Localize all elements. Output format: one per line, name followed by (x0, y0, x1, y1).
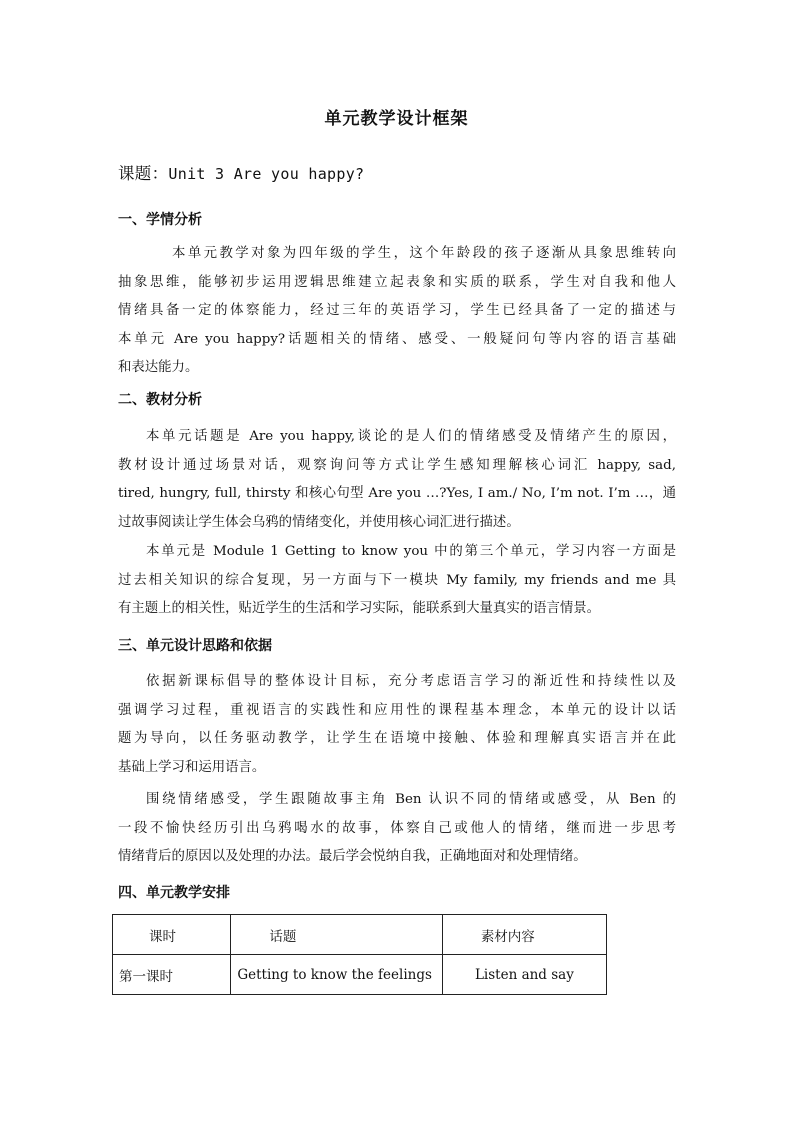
textbook-analysis-paragraph-2 (118, 538, 676, 624)
subject-value: Unit 3 Are you happy? (168, 165, 365, 183)
paragraph-line: 一段不愉快经历引出乌鸦喝水的故事，体察自己或他人的情绪，继而进一步思考 (118, 820, 676, 836)
table-cell: Listen and say (442, 955, 606, 995)
table-cell: 第一课时 (113, 955, 231, 995)
document-title: 单元教学设计框架 (324, 109, 469, 129)
learner-analysis-paragraph (118, 240, 676, 383)
textbook-analysis-paragraph-1 (118, 423, 676, 537)
table-header-row (113, 915, 607, 955)
paragraph-line: 本单元是 Module 1 Getting to know you 中的第三个单元，学习内容一方面是 (146, 544, 676, 559)
subject-line (118, 160, 364, 184)
table-header-cell: 素材内容 (442, 915, 606, 955)
teaching-plan-table (112, 914, 607, 995)
paragraph-line: 有主题上的相关性，贴近学生的生活和学习实际，能联系到大量真实的语言情景。 (118, 601, 601, 617)
paragraph-line: 题为导向，以任务驱动教学，让学生在语境中接触、体验和理解真实语言并在此 (118, 731, 676, 747)
paragraph-line: 依据新课标倡导的整体设计目标，充分考虑语言学习的渐近性和持续性以及 (146, 674, 676, 689)
section-heading-design-rationale: 三、单元设计思路和依据 (118, 638, 272, 654)
section-heading-teaching-arrangement: 四、单元教学安排 (118, 885, 230, 901)
paragraph-line: 本单元 Are you happy?话题相关的情绪、感受、一般疑问句等内容的语言基础 (118, 331, 676, 347)
paragraph-line: 强调学习过程，重视语言的实践性和应用性的课程基本理念，本单元的设计以话 (118, 702, 676, 718)
table-header-cell: 话题 (231, 915, 442, 955)
paragraph-line: 教材设计通过场景对话，观察询问等方式让学生感知理解核心词汇 happy, sad, (118, 457, 676, 473)
paragraph-line: 基础上学习和运用语言。 (118, 759, 266, 775)
table-cell: Getting to know the feelings (231, 955, 442, 995)
paragraph-line: 围绕情绪感受，学生跟随故事主角 Ben 认识不同的情绪或感受，从 Ben 的 (146, 792, 676, 807)
section-heading-textbook-analysis: 二、教材分析 (118, 392, 202, 408)
paragraph-line: 抽象思维，能够初步运用逻辑思维建立起表象和实质的联系，学生对自我和他人 (118, 274, 676, 290)
subject-label: 课题： (118, 164, 169, 183)
paragraph-line: 情绪背后的原因以及处理的办法。最后学会悦纳自我，正确地面对和处理情绪。 (118, 849, 587, 865)
table-header-cell: 课时 (113, 915, 231, 955)
design-rationale-paragraph-2 (118, 786, 676, 872)
paragraph-line: 情绪具备一定的体察能力，经过三年的英语学习，学生已经具备了一定的描述与 (118, 303, 676, 319)
paragraph-line: 过故事阅读让学生体会乌鸦的情绪变化，并使用核心词汇进行描述。 (118, 514, 520, 530)
paragraph-line: 本单元话题是 Are you happy,谈论的是人们的情绪感受及情绪产生的原因， (146, 429, 676, 444)
design-rationale-paragraph-1 (118, 668, 676, 782)
section-heading-learner-analysis: 一、学情分析 (118, 212, 202, 228)
paragraph-line: 和表达能力。 (118, 360, 199, 376)
table-row (113, 955, 607, 995)
paragraph-line: 过去相关知识的综合复现，另一方面与下一模块 My family, my friends and me 具 (118, 572, 676, 588)
paragraph-line: 本单元教学对象为四年级的学生，这个年龄段的孩子逐渐从具象思维转向 (172, 246, 676, 261)
paragraph-line: tired, hungry, full, thirsty 和核心句型 Are you …?Yes, I am./ No, I’m not. I’m …，通 (118, 486, 676, 502)
